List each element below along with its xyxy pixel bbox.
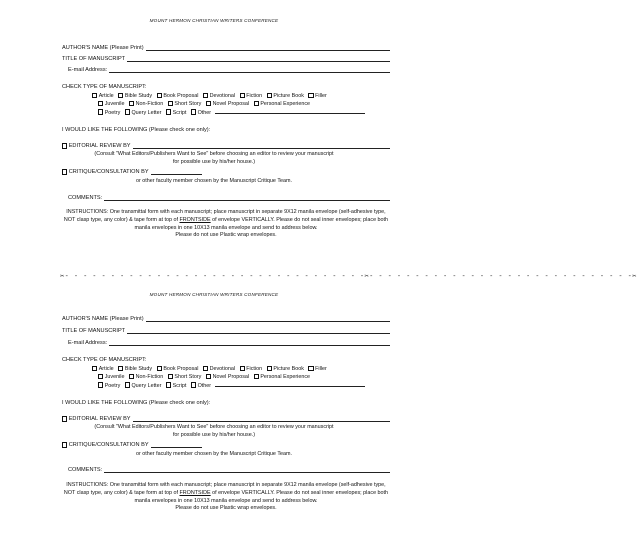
type-label: Non-Fiction — [135, 374, 164, 381]
checkbox[interactable] — [267, 366, 272, 371]
type-row-3 — [98, 109, 365, 116]
email-line[interactable] — [109, 67, 390, 73]
editorial-review-line[interactable] — [133, 143, 390, 149]
type-label: Devotional — [209, 93, 236, 100]
editorial-review-label: EDITORIAL REVIEW BY — [68, 416, 131, 422]
other-line[interactable] — [215, 382, 365, 387]
comments-field[interactable] — [68, 467, 390, 473]
type-label: Query Letter — [131, 110, 162, 116]
checkbox[interactable] — [203, 366, 208, 371]
type-row-2 — [98, 101, 310, 107]
would-like-heading: I WOULD LIKE THE FOLLOWING (Please check one only): — [62, 400, 211, 406]
email-line[interactable] — [109, 340, 390, 346]
editorial-note-2: for possible use by his/her house.) — [172, 159, 256, 165]
email-label: E-mail Address: — [68, 67, 108, 73]
checkbox[interactable] — [308, 93, 313, 98]
checkbox[interactable] — [98, 101, 103, 106]
author-name-line[interactable] — [146, 45, 390, 51]
type-row-1 — [92, 93, 327, 99]
scissors-cut-line: ✂- - - - - - - - - - - - - - - - - - - - - - - - - - - - - - - - -✂- - - - - - - - - - - - - - - - - - - - - - - - - - - - -✂ — [60, 272, 637, 280]
type-label: Short Story — [174, 101, 202, 108]
instructions-last: Please do not use Plastic wrap envelopes. — [175, 505, 277, 512]
editorial-review-field[interactable] — [62, 416, 390, 422]
editorial-review-field[interactable] — [62, 143, 390, 149]
type-label: Personal Experience — [260, 101, 311, 108]
checkbox[interactable] — [98, 374, 103, 379]
checkbox[interactable] — [267, 93, 272, 98]
type-label: Picture Book — [273, 93, 304, 100]
type-label: Filler — [315, 93, 327, 100]
type-label: Picture Book — [273, 366, 304, 373]
instructions-text: of envelope VERTICALLY. Please do not seal inner envelopes; place both manila envelopes in one 10X13 manila envelope and send to address below. — [134, 216, 389, 231]
transmittal-form-top — [0, 18, 428, 268]
checkbox[interactable] — [125, 109, 130, 114]
comments-line[interactable] — [104, 195, 390, 201]
critique-field[interactable] — [62, 169, 202, 175]
editorial-note-1: (Consult "What Editors/Publishers Want to See" before choosing an editor to review your manuscript — [94, 424, 334, 430]
checkbox[interactable] — [308, 366, 313, 371]
checkbox[interactable] — [206, 374, 211, 379]
type-row-2 — [98, 374, 310, 380]
type-row-3 — [98, 382, 365, 389]
checkbox[interactable] — [206, 101, 211, 106]
comments-line[interactable] — [104, 467, 390, 473]
type-label: Novel Proposal — [212, 374, 250, 381]
instructions-last: Please do not use Plastic wrap envelopes. — [175, 232, 277, 239]
email-field[interactable] — [68, 340, 390, 346]
type-label: Fiction — [246, 366, 263, 373]
critique-note: or other faculty member chosen by the Manuscript Critique Team. — [136, 451, 292, 457]
instructions — [62, 209, 390, 240]
manuscript-title-field[interactable] — [62, 328, 390, 334]
type-label: Novel Proposal — [212, 101, 250, 108]
checkbox[interactable] — [62, 416, 67, 421]
editorial-note-2: for possible use by his/her house.) — [172, 432, 256, 438]
comments-label: COMMENTS: — [68, 467, 103, 473]
type-label: Poetry — [104, 110, 121, 116]
manuscript-title-field[interactable] — [62, 56, 390, 62]
checkbox[interactable] — [240, 93, 245, 98]
type-label: Personal Experience — [260, 374, 311, 381]
type-label: Book Proposal — [163, 366, 199, 373]
other-line[interactable] — [215, 109, 365, 114]
type-label: Script — [172, 110, 187, 116]
checkbox[interactable] — [62, 442, 67, 447]
manuscript-title-line[interactable] — [127, 328, 390, 334]
checkbox[interactable] — [62, 143, 67, 148]
checkbox[interactable] — [118, 93, 123, 98]
instructions — [62, 482, 390, 513]
type-label: Fiction — [246, 93, 263, 100]
type-label: Juvenile — [104, 374, 125, 381]
type-row-1 — [92, 366, 327, 372]
checkbox[interactable] — [157, 93, 162, 98]
comments-field[interactable] — [68, 195, 390, 201]
manuscript-title-line[interactable] — [127, 56, 390, 62]
checkbox[interactable] — [92, 93, 97, 98]
type-label: Article — [98, 366, 114, 373]
checkbox[interactable] — [118, 366, 123, 371]
check-type-heading: CHECK TYPE OF MANUSCRIPT: — [62, 84, 147, 90]
critique-label: CRITIQUE/CONSULTATION BY — [68, 169, 149, 175]
author-name-field[interactable] — [62, 316, 390, 322]
instructions-text: INSTRUCTIONS: One transmittal form with each manuscript; place manuscript in separate 9X12 manila envelope (self-adhesive type, NOT clasp type, any color) & tape form at top of — [63, 482, 386, 496]
frontside-text: FRONTSIDE — [179, 216, 211, 223]
instructions-text: of envelope VERTICALLY. Please do not seal inner envelopes; place both manila envelopes in one 10X13 manila envelope and send to address below. — [134, 489, 389, 504]
checkbox[interactable] — [191, 109, 196, 114]
checkbox[interactable] — [98, 109, 103, 114]
type-label: Short Story — [174, 374, 202, 381]
checkbox[interactable] — [254, 374, 259, 379]
would-like-heading: I WOULD LIKE THE FOLLOWING (Please check one only): — [62, 127, 211, 133]
manuscript-title-label: TITLE OF MANUSCRIPT — [62, 56, 126, 62]
checkbox[interactable] — [62, 169, 67, 174]
type-label: Poetry — [104, 383, 121, 389]
checkbox[interactable] — [168, 101, 173, 106]
checkbox[interactable] — [98, 382, 103, 387]
checkbox[interactable] — [129, 101, 134, 106]
editorial-review-line[interactable] — [133, 416, 390, 422]
type-label: Filler — [315, 366, 327, 373]
type-label: Bible Study — [124, 93, 153, 100]
type-label: Non-Fiction — [135, 101, 164, 108]
critique-label: CRITIQUE/CONSULTATION BY — [68, 442, 149, 448]
type-label: Juvenile — [104, 101, 125, 108]
checkbox[interactable] — [203, 93, 208, 98]
checkbox[interactable] — [254, 101, 259, 106]
checkbox[interactable] — [166, 109, 171, 114]
critique-line[interactable] — [151, 442, 202, 448]
transmittal-form-bottom — [0, 292, 428, 542]
checkbox[interactable] — [92, 366, 97, 371]
email-field[interactable] — [68, 67, 390, 73]
frontside-text: FRONTSIDE — [179, 489, 211, 496]
type-label: Other — [197, 110, 212, 116]
type-label: Query Letter — [131, 383, 162, 389]
comments-label: COMMENTS: — [68, 195, 103, 201]
checkbox[interactable] — [166, 382, 171, 387]
checkbox[interactable] — [157, 366, 162, 371]
author-name-label: AUTHOR'S NAME (Please Print) — [62, 316, 144, 322]
type-label: Devotional — [209, 366, 236, 373]
type-label: Book Proposal — [163, 93, 199, 100]
type-label: Other — [197, 383, 212, 389]
type-label: Bible Study — [124, 366, 153, 373]
conference-title: MOUNT HERMON CHRISTIAN WRITERS CONFERENCE — [149, 292, 279, 297]
critique-field[interactable] — [62, 442, 202, 448]
instructions-text: INSTRUCTIONS: One transmittal form with each manuscript; place manuscript in separate 9X12 manila envelope (self-adhesive type, NOT clasp type, any color) & tape form at top of — [63, 209, 386, 223]
author-name-label: AUTHOR'S NAME (Please Print) — [62, 45, 144, 51]
check-type-heading: CHECK TYPE OF MANUSCRIPT: — [62, 357, 147, 363]
checkbox[interactable] — [240, 366, 245, 371]
checkbox[interactable] — [129, 374, 134, 379]
critique-note: or other faculty member chosen by the Manuscript Critique Team. — [136, 178, 292, 184]
critique-line[interactable] — [151, 169, 202, 175]
editorial-review-label: EDITORIAL REVIEW BY — [68, 143, 131, 149]
author-name-line[interactable] — [146, 316, 390, 322]
checkbox[interactable] — [168, 374, 173, 379]
checkbox[interactable] — [125, 382, 130, 387]
type-label: Script — [172, 383, 187, 389]
editorial-note-1: (Consult "What Editors/Publishers Want to See" before choosing an editor to review your manuscript — [94, 151, 334, 157]
author-name-field[interactable] — [62, 45, 390, 51]
conference-title: MOUNT HERMON CHRISTIAN WRITERS CONFERENCE — [149, 18, 279, 23]
manuscript-title-label: TITLE OF MANUSCRIPT — [62, 328, 126, 334]
email-label: E-mail Address: — [68, 340, 108, 346]
checkbox[interactable] — [191, 382, 196, 387]
type-label: Article — [98, 93, 114, 100]
